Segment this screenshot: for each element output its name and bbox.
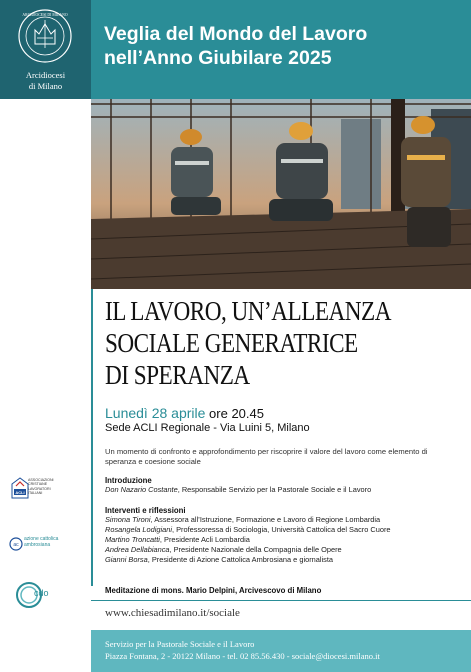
seal-motto: ARCIDIOCESI DI MILANO bbox=[22, 13, 68, 17]
speaker-name: Rosangela Lodigiani bbox=[105, 525, 172, 534]
speaker-role: , Professoressa di Sociologia, Università Cattolica del Sacro Cuore bbox=[171, 525, 391, 534]
construction-workers-photo bbox=[91, 99, 471, 289]
event-title: Veglia del Mondo del Lavoro nell’Anno Giubilare 2025 bbox=[104, 23, 368, 69]
footer-address: Piazza Fontana, 2 - 20122 Milano - tel. 02 85.56.430 - sociale@diocesi.milano.it bbox=[105, 651, 380, 661]
event-day: Lunedì 28 aprile bbox=[105, 405, 206, 421]
divider bbox=[91, 600, 471, 601]
speaker-name: Andrea Dellabianca bbox=[105, 545, 170, 554]
speaker-name: Don Nazario Costante bbox=[105, 485, 178, 494]
speaker-line bbox=[105, 535, 391, 545]
azione-cattolica-name: azione cattolica ambrosiana bbox=[24, 536, 59, 548]
headline: IL LAVORO, UN’ALLEANZA SOCIALE GENERATRICE DI SPERANZA bbox=[105, 296, 391, 390]
diocese-name: Arcidiocesi di Milano bbox=[25, 70, 66, 91]
speaker-role: , Presidente Acli Lombardia bbox=[159, 535, 250, 544]
diocese-seal-logo bbox=[17, 8, 73, 64]
event-time: ore 20.45 bbox=[209, 406, 264, 421]
speaker-line bbox=[105, 525, 391, 535]
meditation-speaker: mons. Mario Delpini, Arcivescovo di Milano bbox=[160, 586, 322, 595]
speaker-name: Simona Tironi bbox=[105, 515, 151, 524]
introduction-section bbox=[105, 476, 371, 495]
speaker-role: , Presidente Nazionale della Compagnia delle Opere bbox=[169, 545, 342, 554]
event-date bbox=[105, 405, 264, 421]
talks-title: Interventi e riflessioni bbox=[105, 506, 186, 515]
website-link[interactable]: www.chiesadimilano.it/sociale bbox=[105, 607, 240, 619]
introduction-title: Introduzione bbox=[105, 476, 152, 485]
introduction-speaker-line bbox=[105, 485, 371, 495]
intro-text: Un momento di confronto e approfondimento per riscoprire il valore del lavoro come elemento di speranza e coesione sociale bbox=[105, 447, 428, 466]
acli-name: ASSOCIAZIONI CRISTIANE LAVORATORI ITALIANI bbox=[28, 478, 54, 495]
left-accent-rule bbox=[91, 289, 93, 586]
meditation-prefix: Meditazione di bbox=[105, 586, 161, 595]
speaker-line bbox=[105, 545, 391, 555]
speaker-role: , Responsabile Servizio per la Pastorale Sociale e il Lavoro bbox=[177, 485, 372, 494]
talks-section bbox=[105, 506, 391, 565]
footer-title: Servizio per la Pastorale Sociale e il Lavoro bbox=[105, 639, 255, 649]
ac-badge: ac bbox=[13, 542, 19, 548]
speaker-line bbox=[105, 515, 391, 525]
speaker-role: , Assessora all’Istruzione, Formazione e Lavoro di Regione Lombardia bbox=[150, 515, 381, 524]
acli-badge: ACLI bbox=[15, 490, 25, 495]
cdo-name: cdo bbox=[34, 588, 49, 598]
event-place: Sede ACLI Regionale - Via Luini 5, Milano bbox=[105, 422, 310, 434]
speaker-name: Martino Troncatti bbox=[105, 535, 160, 544]
speaker-line bbox=[105, 555, 391, 565]
speaker-role: , Presidente di Azione Cattolica Ambrosiana e giornalista bbox=[147, 555, 334, 564]
speaker-name: Gianni Borsa bbox=[105, 555, 148, 564]
meditation-line bbox=[105, 586, 321, 595]
